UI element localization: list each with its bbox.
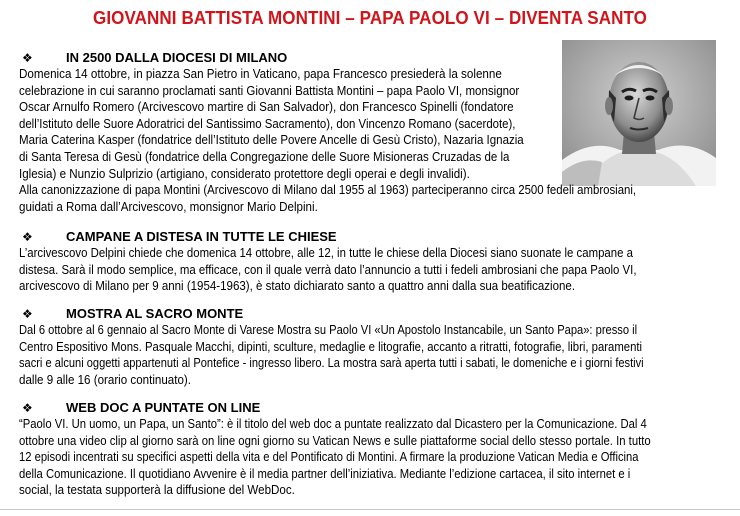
text-line: L’arcivescovo Delpini chiede che domenica 14 ottobre, alle 12, in tutte le chiese della Diocesi siano suonate le campane a [19,246,633,260]
text-line: dell’Istituto delle Suore Adoratrici del Santissimo Sacramento), don Vincenzo Romano (sacerdote), [19,116,516,131]
text-line: Centro Espositivo Mons. Pasquale Macchi, dipinti, sculture, medaglie e litografie, accanto a ritratti, fotografie, libri, paramenti [19,339,643,354]
text-line: distesa. Sarà il modo semplice, ma efficace, con il quale verrà dato l’annuncio a tutti i fedeli ambrosiani che papa Paolo VI, [19,262,637,277]
section-body-webdoc [19,416,721,499]
text-line: 12 episodi incentrati su specifici aspetti della vita e del Pontificato di Montini. A firmare la produzione Vatican Media e Officina [19,450,639,465]
text-line: Alla canonizzazione di papa Montini (Arcivescovo di Milano dal 1955 al 1963) parteciperanno circa 2500 fedeli ambrosiani, [19,183,637,198]
section-body-diocesi [19,66,701,215]
text-line: Oscar Arnulfo Romero (Arcivescovo martire di San Salvador), don Francesco Spinelli (fondatore [19,100,514,115]
section-body-mostra [19,322,729,388]
text-line: di Santa Teresa di Gesù (fondatrice della Congregazione delle Suore Misioneras Cruzadas de la [19,149,510,164]
section-heading-webdoc [22,400,260,415]
text-line: arcivescovo di Milano per 9 anni (1954-1963), è stato dichiarato santo a quattro anni dalla sua beatificazione. [19,279,576,294]
diamond-bullet-icon: ❖ [22,230,33,244]
bottom-divider [0,509,740,510]
section-heading-campane [22,229,337,244]
diamond-bullet-icon: ❖ [22,401,33,415]
section-body-campane [19,245,701,295]
diamond-bullet-icon: ❖ [22,307,33,321]
text-line: della Comunicazione. Il quotidiano Avvenire è il media partner dell’iniziativa. Mediante l’edizione cartacea, il sito internet e i [19,466,631,481]
text-line: Iglesia) e Nunzio Sulprizio (artigiano, considerato protettore degli operai e degli invalidi). [19,166,470,181]
text-line: “Paolo VI. Un uomo, un Papa, un Santo”: è il titolo del web doc a puntate realizzato dal Dicastero per la Comunicazione. Dal 4 [19,417,647,431]
section-heading-diocesi [22,50,287,65]
text-line: celebrazione in cui saranno proclamati santi Giovanni Battista Montini – papa Paolo VI, monsignor [19,83,520,98]
section-heading-text: IN 2500 DALLA DIOCESI DI MILANO [66,50,288,65]
text-line: Dal 6 ottobre al 6 gennaio al Sacro Monte di Varese Mostra su Paolo VI «Un Apostolo Instancabile, un Santo Papa»: presso il [19,323,638,337]
text-line: Domenica 14 ottobre, in piazza San Pietro in Vaticano, papa Francesco presiederà la solenne [19,67,502,81]
text-line: guidati a Roma dall’Arcivescovo, monsignor Mario Delpini. [19,199,318,214]
section-heading-text: MOSTRA AL SACRO MONTE [66,306,244,321]
text-line: Maria Caterina Kasper (fondatrice dell’Istituto delle Povere Ancelle di Gesù Cristo), Nazaria Ignazia [19,133,524,148]
section-heading-mostra [22,306,243,321]
diamond-bullet-icon: ❖ [22,51,33,65]
page-title: GIOVANNI BATTISTA MONTINI – PAPA PAOLO VI – DIVENTA SANTO [92,7,648,28]
section-heading-text: WEB DOC A PUNTATE ON LINE [66,400,261,415]
section-heading-text: CAMPANE A DISTESA IN TUTTE LE CHIESE [66,229,337,244]
text-line: ottobre una video clip al giorno sarà on line ogni giorno su Vatican News e sulle piattaforme social dello stesso portale. In tutto [19,433,651,448]
text-line: sacri e alcuni oggetti appartenuti al Pontefice - ingresso libero. La mostra sarà aperta tutti i sabati, le domeniche e i giorni festivi [19,356,644,371]
text-line: dalle 9 alle 16 (orario continuato). [19,372,191,387]
text-line: social, la testata supporterà la diffusione del WebDoc. [19,483,295,498]
